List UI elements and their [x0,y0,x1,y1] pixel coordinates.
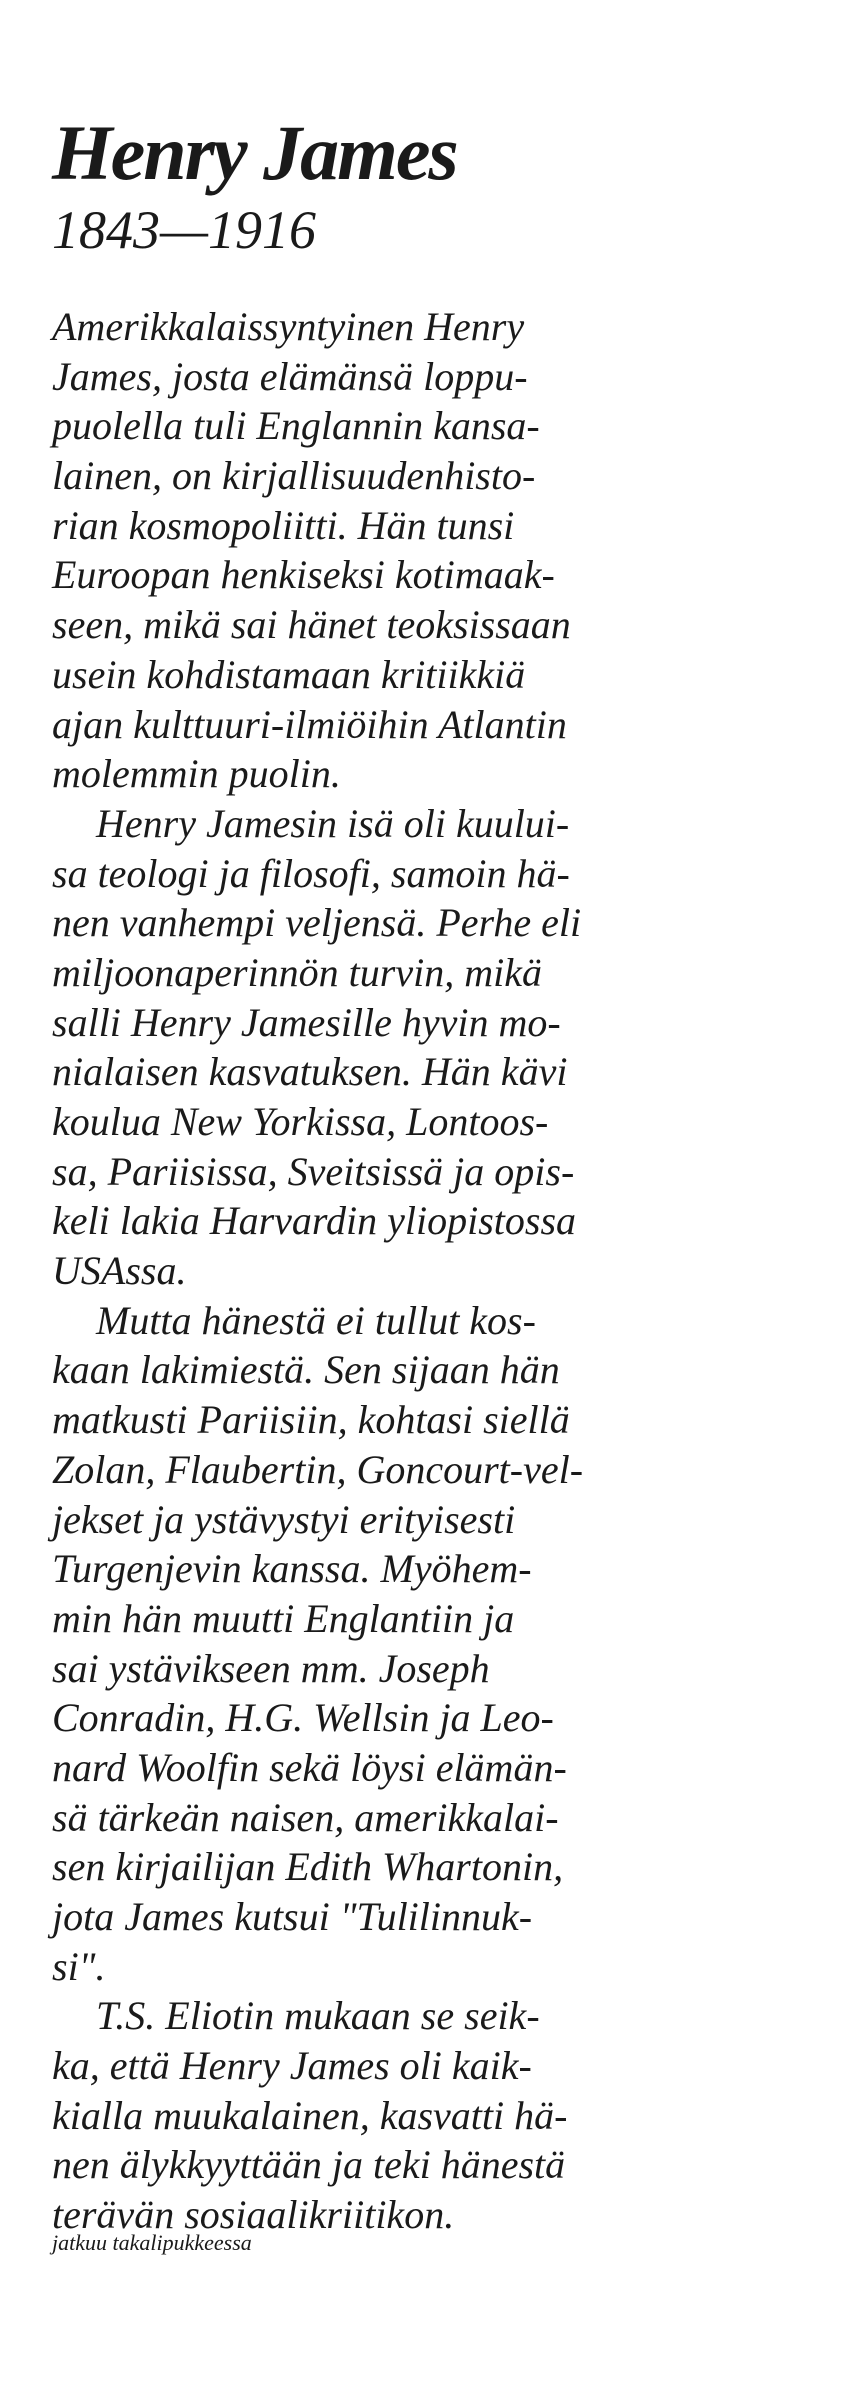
text-line: salli Henry Jamesille hyvin mo- [52,999,561,1045]
text-line: James, josta elämänsä loppu- [52,353,528,399]
text-line: nen vanhempi veljensä. Perhe eli [52,900,582,946]
text-line: nialaisen kasvatuksen. Hän kävi [52,1049,568,1095]
text-line: rian kosmopoliitti. Hän tunsi [52,502,515,548]
text-line: miljoonaperinnön turvin, mikä [52,949,542,995]
text-line: Turgenjevin kanssa. Myöhem- [52,1546,532,1592]
text-line: kaan lakimiestä. Sen sijaan hän [52,1347,560,1393]
text-line: jota James kutsui "Tulilinnuk- [52,1894,533,1939]
text-line: seen, mikä sai hänet teoksissaan [52,602,571,648]
text-line: matkusti Pariisiin, kohtasi siellä [52,1397,570,1443]
author-name-heading: Henry James [52,109,457,196]
text-line: nen älykkyyttään ja teki hänestä [52,2142,566,2188]
text-line: kialla muukalainen, kasvatti hä- [52,2092,568,2138]
text-line: sen kirjailijan Edith Whartonin, [52,1844,564,1890]
paragraph-first-line: T.S. Eliotin mukaan se seik- [96,1993,540,2039]
text-line: nard Woolfin sekä löysi elämän- [52,1744,567,1790]
text-line: keli lakia Harvardin yliopistossa [52,1198,577,1244]
text-line: ajan kulttuuri-ilmiöihin Atlantin [52,701,567,747]
text-line: usein kohdistamaan kritiikkiä [52,651,526,697]
paragraph-first-line: Henry Jamesin isä oli kuului- [96,800,570,846]
author-lifespan: 1843—1916 [52,200,317,260]
biography-text [52,302,712,2240]
text-line: koulua New Yorkissa, Lontoos- [52,1099,549,1144]
text-line: puolella tuli Englannin kansa- [52,403,540,449]
text-line: sä tärkeän naisen, amerikkalai- [52,1794,559,1840]
text-line: USAssa. [52,1248,187,1294]
text-line: Zolan, Flaubertin, Goncourt-vel- [52,1446,584,1492]
text-line: Amerikkalaissyntyinen Henry [52,304,525,349]
text-line: molemmin puolin. [52,751,341,797]
continuation-note: jatkuu takalipukkeessa [52,2230,252,2255]
text-line: si". [52,1943,106,1989]
text-line: terävän sosiaalikriitikon. [52,2192,455,2238]
text-line: sa, Pariisissa, Sveitsissä ja opis- [52,1148,575,1194]
text-line: lainen, on kirjallisuudenhisto- [52,453,536,499]
paragraph-first-line: Mutta hänestä ei tullut kos- [96,1297,536,1343]
text-line: min hän muutti Englantiin ja [52,1595,515,1641]
text-line: sai ystävikseen mm. Joseph [52,1645,490,1691]
text-line: Euroopan henkiseksi kotimaak- [52,552,555,598]
text-line: ka, että Henry James oli kaik- [52,2043,532,2089]
text-line: Conradin, H.G. Wellsin ja Leo- [52,1695,554,1741]
text-line: sa teologi ja filosofi, samoin hä- [52,850,570,896]
text-line: jekset ja ystävystyi erityisesti [52,1496,516,1542]
